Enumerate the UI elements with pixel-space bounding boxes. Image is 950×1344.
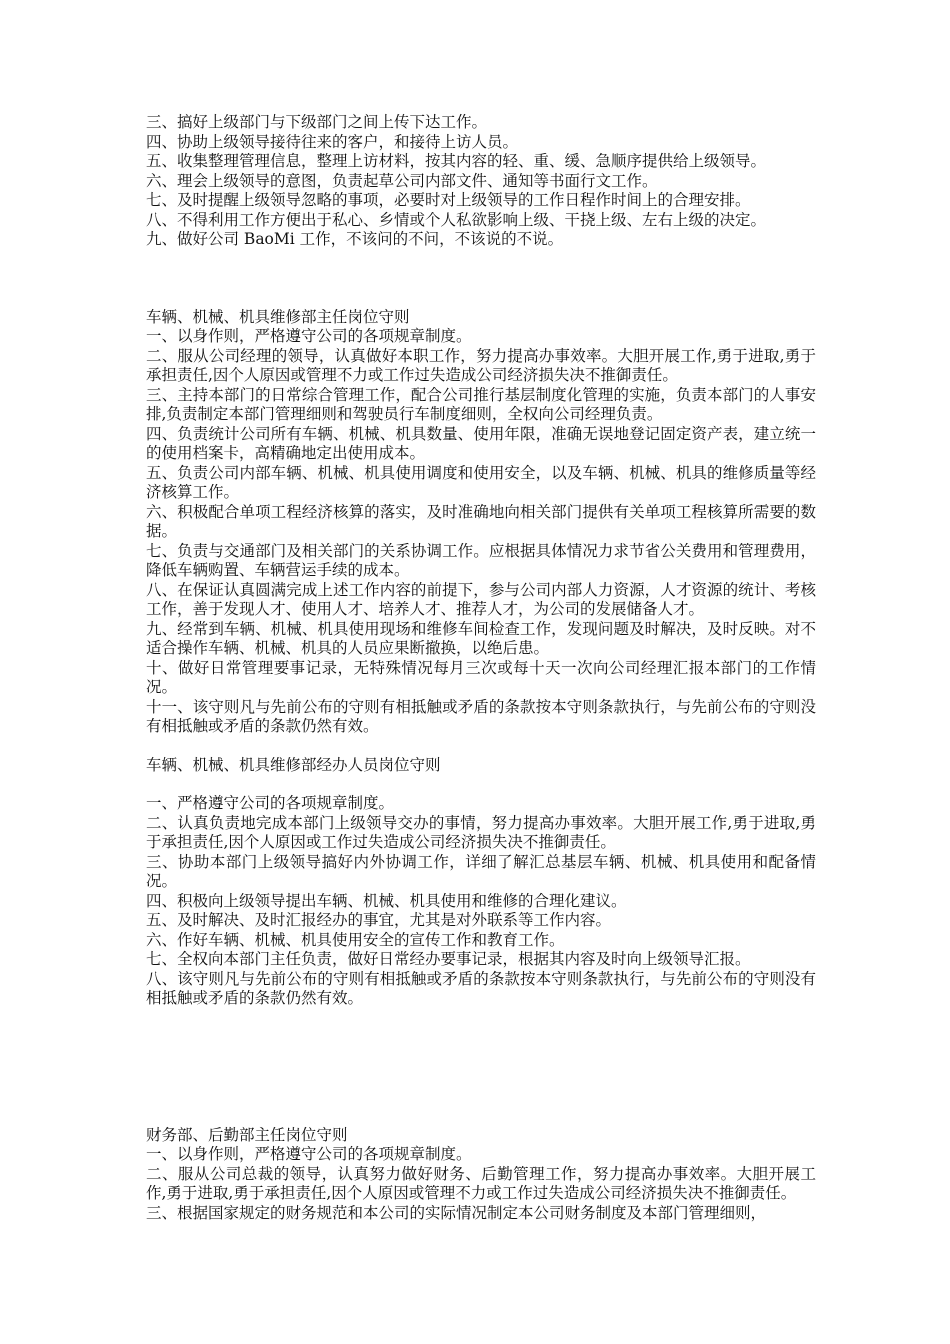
- spacer: [146, 1009, 816, 1126]
- list-item: 三、协助本部门上级领导搞好内外协调工作，详细了解汇总基层车辆、机械、机具使用和配备情况。: [146, 852, 816, 890]
- list-item: 十、做好日常管理要事记录，无特殊情况每月三次或每十天一次向公司经理汇报本部门的工作情况。: [146, 658, 816, 696]
- section-title: 财务部、后勤部主任岗位守则: [146, 1125, 348, 1144]
- spacer: [146, 250, 816, 308]
- list-item: 六、理会上级领导的意图，负责起草公司内部文件、通知等书面行文工作。: [146, 171, 658, 190]
- list-item: 八、该守则凡与先前公布的守则有相抵触或矛盾的条款按本守则条款执行，与先前公布的守则没有相抵触或矛盾的条款仍然有效。: [146, 969, 816, 1007]
- list-item: 九、经常到车辆、机械、机具使用现场和维修车间检查工作，发现问题及时解决，及时反映。对不适合操作车辆、机械、机具的人员应果断撤换，以绝后患。: [146, 619, 816, 657]
- section-title: 车辆、机械、机具维修部经办人员岗位守则: [146, 755, 441, 774]
- block-1: [146, 113, 816, 250]
- list-item: 五、收集整理管理信息，整理上访材料，按其内容的轻、重、缓、急顺序提供给上级领导。: [146, 152, 767, 170]
- list-item: 五、负责公司内部车辆、机械、机具使用调度和使用安全，以及车辆、机械、机具的维修质量等经济核算工作。: [146, 463, 816, 501]
- list-item: 九、做好公司 BaoMi 工作，不该问的不问，不该说的不说。: [146, 230, 564, 248]
- section-vehicle-director: [146, 308, 816, 737]
- list-item: 六、作好车辆、机械、机具使用安全的宣传工作和教育工作。: [146, 930, 565, 949]
- document-page: [146, 113, 816, 1223]
- spacer: [146, 737, 816, 756]
- list-item: 二、服从公司经理的领导，认真做好本职工作，努力提高办事效率。大胆开展工作,勇于进取,勇于承担责任,因个人原因或管理不力或工作过失造成公司经济损失决不推御责任。: [146, 346, 816, 384]
- list-item: 四、协助上级领导接待往来的客户，和接待上访人员。: [146, 132, 519, 151]
- list-item: 二、服从公司总裁的领导，认真努力做好财务、后勤管理工作，努力提高办事效率。大胆开展工作,勇于进取,勇于承担责任,因个人原因或管理不力或工作过失造成公司经济损失决不推御责任。: [146, 1164, 816, 1202]
- list-item: 三、搞好上级部门与下级部门之间上传下达工作。: [146, 113, 488, 131]
- list-item: 五、及时解决、及时汇报经办的事宜，尤其是对外联系等工作内容。: [146, 911, 612, 929]
- list-item: 八、在保证认真圆满完成上述工作内容的前提下，参与公司内部人力资源，人才资源的统计、考核工作，善于发现人才、使用人才、培养人才、推荐人才，为公司的发展储备人才。: [146, 580, 816, 618]
- list-item: 三、根据国家规定的财务规范和本公司的实际情况制定本公司财务制度及本部门管理细则，: [146, 1203, 767, 1222]
- list-item: 一、严格遵守公司的各项规章制度。: [146, 794, 395, 812]
- list-item: 一、以身作则，严格遵守公司的各项规章制度。: [146, 327, 472, 345]
- list-item: 四、负责统计公司所有车辆、机械、机具数量、使用年限，准确无误地登记固定资产表，建立统一的使用档案卡，高精确地定出使用成本。: [146, 424, 816, 462]
- section-finance-director: [146, 1126, 816, 1224]
- section-vehicle-staff: [146, 756, 816, 1009]
- list-item: 二、认真负责地完成本部门上级领导交办的事情，努力提高办事效率。大胆开展工作,勇于进取,勇于承担责任,因个人原因或工作过失造成公司经济损失决不推御责任。: [146, 813, 816, 851]
- list-item: 七、负责与交通部门及相关部门的关系协调工作。应根据具体情况力求节省公关费用和管理费用，降低车辆购置、车辆营运手续的成本。: [146, 541, 816, 579]
- list-item: 七、全权向本部门主任负责，做好日常经办要事记录，根据其内容及时向上级领导汇报。: [146, 950, 751, 968]
- spacer: [146, 775, 816, 794]
- list-item: 八、不得利用工作方便出于私心、乡情或个人私欲影响上级、干挠上级、左右上级的决定。: [146, 210, 767, 229]
- list-item: 六、积极配合单项工程经济核算的落实，及时准确地向相关部门提供有关单项工程核算所需要的数据。: [146, 502, 816, 540]
- list-item: 三、主持本部门的日常综合管理工作，配合公司推行基层制度化管理的实施，负责本部门的人事安排,负责制定本部门管理细则和驾驶员行车制度细则，全权向公司经理负责。: [146, 385, 816, 423]
- section-title: 车辆、机械、机具维修部主任岗位守则: [146, 307, 410, 326]
- list-item: 四、积极向上级领导提出车辆、机械、机具使用和维修的合理化建议。: [146, 891, 627, 910]
- list-item: 一、以身作则，严格遵守公司的各项规章制度。: [146, 1145, 472, 1163]
- list-item: 七、及时提醒上级领导忽略的事项，必要时对上级领导的工作日程作时间上的合理安排。: [146, 191, 751, 209]
- list-item: 十一、该守则凡与先前公布的守则有相抵触或矛盾的条款按本守则条款执行，与先前公布的守则没有相抵触或矛盾的条款仍然有效。: [146, 697, 816, 735]
